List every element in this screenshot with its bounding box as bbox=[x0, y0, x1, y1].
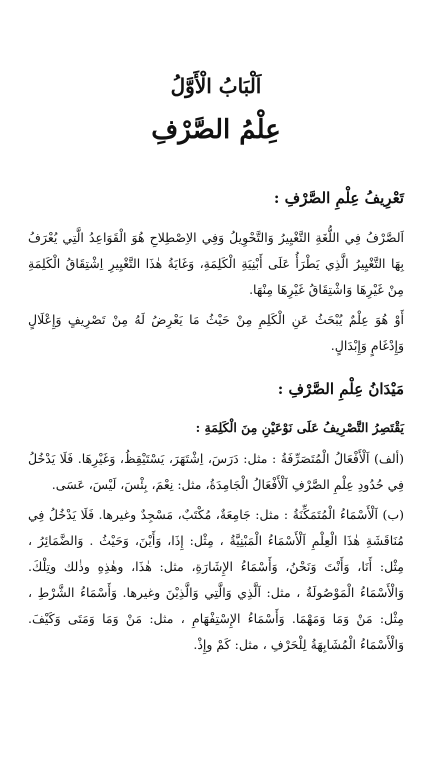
definition-heading: تَعْرِيفُ عِلْمِ الصَّرْفِ : bbox=[273, 188, 404, 207]
definition-paragraph-2: أَوْ هُوَ عِلْمٌ يُبْحَثُ عَنِ الْكَلِمِ مِنْ حَيْثُ مَا يَعْرِضُ لَهُ مِنْ تَصْرِيفٍ وَإِعْلَالٍ وَإِدْغَامٍ وَإِبْدَالٍ. bbox=[28, 311, 404, 353]
chapter-label: اَلْبَابُ الْأَوَّلُ bbox=[170, 74, 262, 98]
section-spacer bbox=[28, 363, 404, 379]
definition-paragraph-1: اَلصَّرْفُ فِي اللُّغَةِ التَّغْيِيرُ وَالتَّحْوِيلُ وَفِي الاِصْطِلاحِ هُوَ الْقَوَاعِدُ الَّتِي يُعْرَفُ بِهَا التَّغْيِيرُ الَّذِي يَطْرَأُ عَلَى أَبْنِيَةِ الْكَلِمَةِ، وَغَايَةُ هٰذَا التَّغْيِيرِ اِشْتِقَاقُ الْكَلِمَةِ مِنْ غَيْرِهَا وَاشْتِقَاقُ غَيْرِهَا مِنْهَا. bbox=[28, 229, 404, 297]
field-item-a: (ألف) اَلْأَفْعَالُ الْمُتَصَرِّفَةُ : مثل: دَرَسَ، اِشْتَهَرَ، يَسْتَيْقِظُ، وَغَيْرِهَا. فَلَا يَدْخُلُ فِي حُدُودِ عِلْمِ الصَّرْفِ اَلْأَفْعَالُ الْجَامِدَةُ، مثل: نِعْمَ، بِئْسَ، لَيْسَ، عَسَى. bbox=[28, 450, 404, 492]
field-item-b: (ب) اَلْأَسْمَاءُ الْمُتَمَكِّنَةُ : مثل: جَامِعَةٌ، مُكْتَبٌ، مَسْجِدٌ وغيرها. فَلَا يَدْخُلُ فِي مُنَاقَشَةِ هٰذَا الْعِلْمِ اَلْأَسْمَاءُ الْمَبْنِيَّةُ ، مِثْل: إِذَا، وَأَيْنَ، وَحَيْثُ . وَالضَّمَائِرُ ، مِثْل: أَنَا، وَأَنْتَ وَنَحْنُ، وَأَسْمَاءُ الإِشَارَةِ، مثل: هٰذَا، وهٰذِهِ وذٰلك وتِلْكَ. وَالْأَسْمَاءُ الْمَوْصُولَةُ ، مثل: اَلَّذِي وَالَّتِي وَالَّذِيْنَ وغيرها. وَأَسْمَاءُ الشَّرْطِ ، مِثْل: مَنْ وَمَا وَمَهْمَا. وَأَسْمَاءُ الإِسْتِفْهَامِ ، مثل: مَنْ وَمَا وَمَتَى وَكَيْفَ. وَالْأَسْمَاءُ الْمُشَابِهَةُ لِلْحَرْفِ ، مثل: كَمْ وإِذْ. bbox=[28, 506, 404, 652]
field-heading: مَيْدَانُ عِلْمِ الصَّرْفِ : bbox=[277, 379, 404, 398]
field-intro: يَقْتَصِرُ التَّصْرِيفُ عَلَى نَوْعَيْنِ مِنَ الْكَلِمَةِ : bbox=[195, 419, 404, 435]
chapter-title: عِلْمُ الصَّرْفِ bbox=[151, 115, 281, 145]
definition-section bbox=[28, 188, 404, 359]
field-section bbox=[28, 379, 404, 658]
